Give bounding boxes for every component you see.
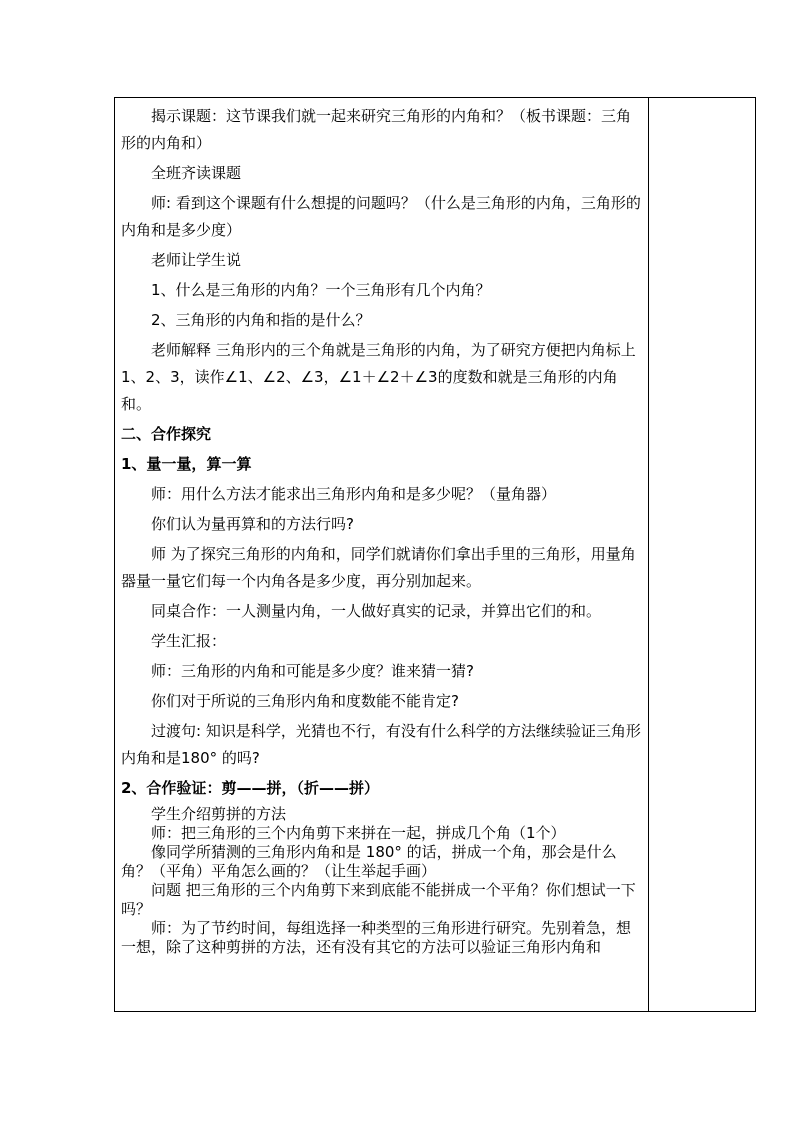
paragraph-question-1: 1、什么是三角形的内角？一个三角形有几个内角？ bbox=[151, 281, 491, 299]
paragraph-method-question: 师：用什么方法才能求出三角形内角和是多少呢？（量角器） bbox=[151, 485, 557, 503]
lesson-plan-table bbox=[114, 97, 756, 1012]
paragraph-desk-partner: 同桌合作：一人测量内角，一人做好真实的记录，并算出它们的和。 bbox=[151, 602, 602, 620]
subsection-heading-cut-and-join: 2、合作验证：剪——拼，（折——拼） bbox=[121, 779, 379, 797]
paragraph-reveal-topic: 揭示课题：这节课我们就一起来研究三角形的内角和？（板书课题：三角形的内角和） bbox=[121, 107, 632, 152]
paragraph-certainty-question: 你们对于所说的三角形内角和度数能不能肯定? bbox=[151, 692, 459, 710]
paragraph-save-time: 师：为了节约时间，每组选择一种类型的三角形进行研究。先别着急，想一想，除了这种剪拼的方法，还有没有其它的方法可以验证三角形内角和 bbox=[121, 919, 632, 956]
paragraph-student-intro: 学生介绍剪拼的方法 bbox=[151, 805, 287, 823]
paragraph-teacher-let-students: 老师让学生说 bbox=[151, 251, 242, 269]
lesson-content-cell bbox=[121, 103, 641, 957]
section-heading-cooperative-exploration: 二、合作探究 bbox=[121, 425, 212, 443]
paragraph-guess-question: 师：三角形的内角和可能是多少度？谁来猜一猜? bbox=[151, 662, 474, 680]
paragraph-transition: 过渡句: 知识是科学，光猜也不行，有没有什么科学的方法继续验证三角形内角和是180° 的吗? bbox=[121, 722, 641, 767]
paragraph-straight-angle: 像同学所猜测的三角形内角和是 180° 的话，拼成一个角，那会是什么角？（平角）平角怎么画的？（让生举起手画） bbox=[121, 843, 617, 880]
paragraph-question-2: 2、三角形的内角和指的是什么？ bbox=[151, 311, 371, 329]
paragraph-teacher-question: 师: 看到这个课题有什么想提的问题吗？（什么是三角形的内角，三角形的内角和是多少度） bbox=[121, 194, 641, 239]
paragraph-student-report: 学生汇报： bbox=[151, 632, 227, 650]
notes-column-cell bbox=[649, 98, 755, 1011]
subsection-heading-measure-calculate: 1、量一量，算一算 bbox=[121, 455, 252, 473]
paragraph-explore-instruction: 师 为了探究三角形的内角和，同学们就请你们拿出手里的三角形，用量角器量一量它们每一个内角各是多少度，再分别加起来。 bbox=[121, 545, 636, 590]
paragraph-cut-instruction: 师：把三角形的三个内角剪下来拼在一起，拼成几个角（1个） bbox=[151, 824, 566, 842]
paragraph-teacher-explain: 老师解释 三角形内的三个角就是三角形的内角，为了研究方便把内角标上1、2、3，读作∠1、∠2、∠3，∠1＋∠2＋∠3的度数和就是三角形的内角和。 bbox=[121, 341, 636, 413]
paragraph-problem: 问题 把三角形的三个内角剪下来到底能不能拼成一个平角？你们想试一下吗？ bbox=[121, 881, 636, 918]
paragraph-method-check: 你们认为量再算和的方法行吗? bbox=[151, 515, 354, 533]
paragraph-class-read: 全班齐读课题 bbox=[151, 164, 242, 182]
